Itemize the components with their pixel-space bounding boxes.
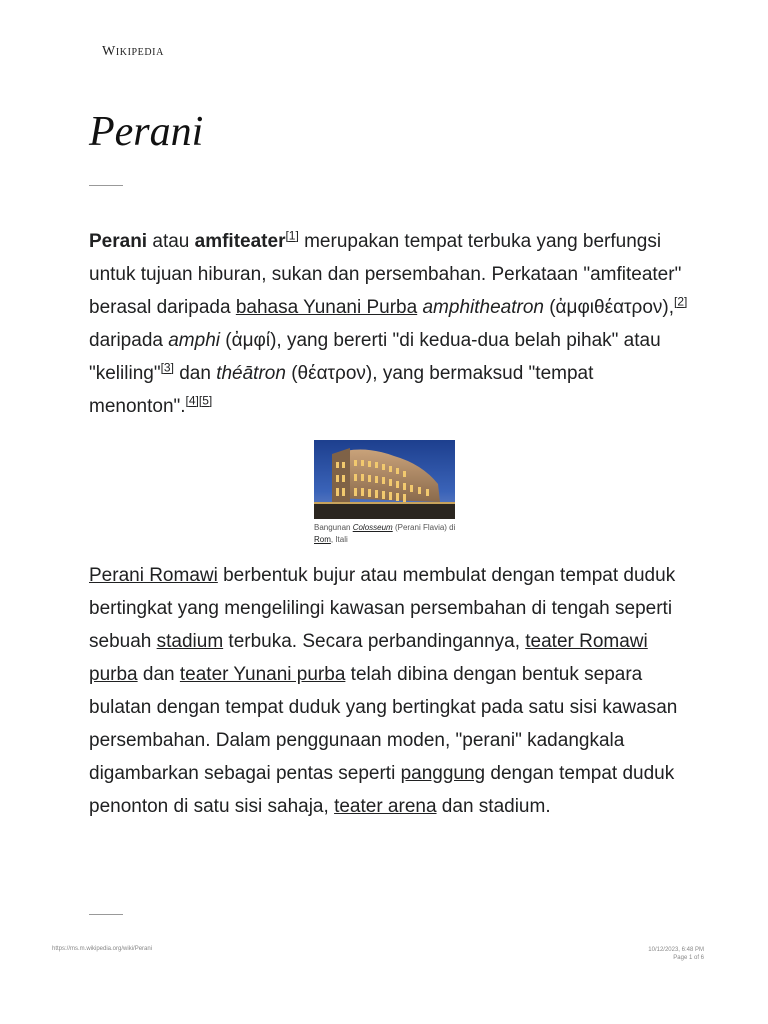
- colosseum-photo[interactable]: [314, 440, 455, 519]
- figure-caption: [314, 522, 456, 546]
- text: (Perani Flavia) di: [392, 523, 456, 532]
- title-divider: [89, 185, 123, 186]
- text: dan: [137, 664, 180, 685]
- colosseum-figure: [314, 440, 456, 546]
- text: telah dibina dengan bentuk separa bulatan dengan tempat duduk yang bertingkat pada satu sisi kawasan persembahan. Dalam penggunaan moden, "perani" kadangkala digambarkan sebagai pentas seperti: [89, 664, 678, 784]
- term-amfiteater: amfiteater: [194, 231, 286, 252]
- link-teater-romawi-purba[interactable]: teater Romawi purba: [89, 631, 648, 685]
- footer-url: https://ms.m.wikipedia.org/wiki/Perani: [52, 946, 153, 952]
- term-amphi: amphi: [168, 330, 220, 351]
- reference-5: [199, 394, 212, 408]
- page-title: Perani: [89, 109, 204, 155]
- text: merupakan tempat terbuka yang berfungsi untuk tujuan hiburan, sukan dan persembahan. Perkataan "amfiteater" berasal daripada: [89, 231, 682, 318]
- term-theatron: théātron: [216, 363, 286, 384]
- text: (ἀμφιθέατρον),: [543, 297, 675, 318]
- reference-4: [186, 394, 199, 408]
- text: berbentuk bujur atau membulat dengan tempat duduk bertingkat yang mengelilingi kawasan persembahan di tengah seperti sebuah: [89, 565, 676, 652]
- link-stadium[interactable]: stadium: [156, 631, 224, 652]
- reference-2: [674, 295, 687, 309]
- text: dengan tempat duduk penonton di satu sisi sahaja,: [89, 763, 675, 817]
- link-panggung[interactable]: panggung: [400, 763, 486, 784]
- link-teater-yunani-purba[interactable]: teater Yunani purba: [179, 664, 346, 685]
- text: dan: [173, 363, 217, 384]
- term-amphitheatron: amphitheatron: [422, 297, 544, 318]
- footer-divider: [89, 914, 123, 915]
- text: terbuka. Secara perbandingannya,: [223, 631, 526, 652]
- text: (ἀμφί), yang bererti "di kedua-dua belah pihak" atau "keliling": [89, 330, 661, 384]
- text: daripada: [89, 330, 169, 351]
- term-perani: Perani: [89, 231, 148, 252]
- body-paragraph: [89, 559, 689, 823]
- reference-link-5[interactable]: [5]: [198, 393, 213, 408]
- link-rom[interactable]: Rom: [314, 535, 331, 544]
- wikipedia-wordmark[interactable]: Wikipedia: [102, 44, 164, 59]
- reference-link-3[interactable]: [3]: [160, 360, 174, 375]
- footer-page-number: Page 1 of 6: [673, 955, 704, 961]
- text: Bangunan: [314, 523, 353, 532]
- reference-3: [161, 361, 174, 375]
- text: , Itali: [330, 535, 348, 544]
- link-bahasa-yunani-purba[interactable]: bahasa Yunani Purba: [235, 297, 418, 318]
- text: atau: [147, 231, 195, 252]
- footer-datetime: 10/12/2023, 6:48 PM: [648, 947, 704, 953]
- link-perani-romawi[interactable]: Perani Romawi: [89, 565, 218, 586]
- reference-link-2[interactable]: [2]: [674, 294, 688, 309]
- footer-meta: [648, 946, 704, 962]
- link-colosseum[interactable]: Colosseum: [352, 523, 393, 532]
- text: dan stadium.: [436, 796, 551, 817]
- text: (θέατρον), yang bermaksud "tempat menonton".: [89, 363, 594, 417]
- intro-paragraph: [89, 225, 689, 423]
- reference-link-4[interactable]: [4]: [185, 393, 199, 408]
- link-teater-arena[interactable]: teater arena: [334, 796, 437, 817]
- reference-1: [285, 229, 298, 243]
- reference-link-1[interactable]: [1]: [285, 228, 299, 243]
